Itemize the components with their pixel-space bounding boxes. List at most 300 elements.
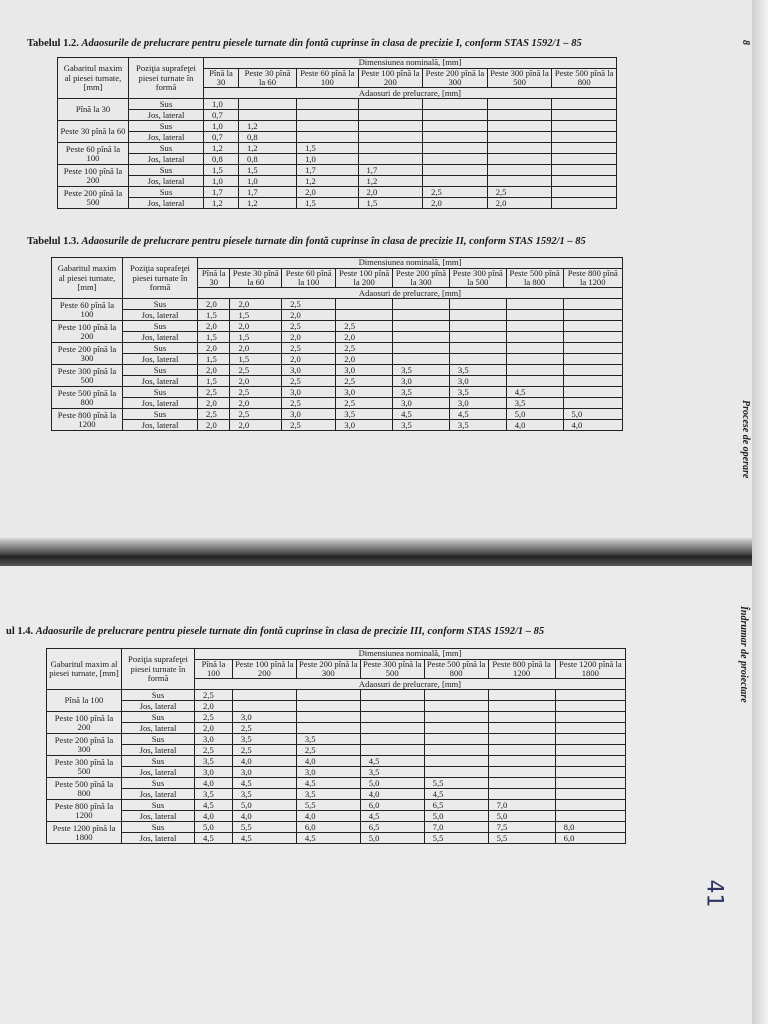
value-cell: 1,7 bbox=[238, 187, 296, 198]
value-cell bbox=[393, 299, 450, 310]
value-cell bbox=[296, 701, 360, 712]
value-cell: 3,5 bbox=[195, 789, 233, 800]
value-cell: 2,5 bbox=[230, 387, 282, 398]
row-position: Jos, lateral bbox=[123, 332, 198, 343]
header-gabarit: Gabaritul maxim al piesei turnate, [mm] bbox=[47, 649, 122, 690]
value-cell: 1,2 bbox=[204, 143, 239, 154]
value-cell: 4,0 bbox=[195, 811, 233, 822]
row-position: Jos, lateral bbox=[129, 132, 204, 143]
value-cell: 3,0 bbox=[195, 767, 233, 778]
value-cell: 1,5 bbox=[297, 198, 358, 209]
value-cell bbox=[424, 723, 488, 734]
column-header: Peste 300 pînă la 500 bbox=[449, 269, 506, 288]
value-cell: 3,0 bbox=[336, 365, 393, 376]
row-gabarit-label: Pînă la 100 bbox=[47, 690, 122, 712]
value-cell: 2,0 bbox=[282, 354, 336, 365]
value-cell: 6,5 bbox=[360, 822, 424, 833]
value-cell: 1,2 bbox=[238, 143, 296, 154]
column-header: Peste 300 pînă la 500 bbox=[360, 660, 424, 679]
value-cell: 5,5 bbox=[424, 778, 488, 789]
table-row bbox=[47, 723, 626, 734]
value-cell bbox=[424, 734, 488, 745]
row-position: Sus bbox=[122, 822, 195, 833]
value-cell: 2,5 bbox=[195, 690, 233, 701]
value-cell bbox=[487, 154, 552, 165]
value-cell: 1,5 bbox=[297, 143, 358, 154]
value-cell bbox=[360, 745, 424, 756]
table-1-2 bbox=[57, 57, 617, 209]
row-position: Jos, lateral bbox=[123, 398, 198, 409]
value-cell bbox=[393, 354, 450, 365]
value-cell bbox=[506, 299, 563, 310]
table-1-4-number: ul 1.4. bbox=[6, 626, 34, 637]
value-cell bbox=[487, 176, 552, 187]
value-cell bbox=[360, 690, 424, 701]
table-row bbox=[52, 332, 623, 343]
column-header: Peste 60 pînă la 100 bbox=[297, 69, 358, 88]
row-position: Jos, lateral bbox=[122, 811, 195, 822]
row-position: Sus bbox=[123, 299, 198, 310]
table-row bbox=[47, 789, 626, 800]
value-cell: 4,0 bbox=[232, 756, 296, 767]
table-row bbox=[47, 690, 626, 701]
value-cell: 3,5 bbox=[232, 734, 296, 745]
row-position: Jos, lateral bbox=[122, 723, 195, 734]
value-cell bbox=[487, 110, 552, 121]
row-gabarit-label: Peste 30 pînă la 60 bbox=[58, 121, 129, 143]
row-gabarit-label: Peste 800 pînă la 1200 bbox=[47, 800, 122, 822]
column-header: Peste 500 pînă la 800 bbox=[506, 269, 563, 288]
row-gabarit-label: Peste 200 pînă la 500 bbox=[58, 187, 129, 209]
value-cell: 6,0 bbox=[555, 833, 625, 844]
value-cell: 2,0 bbox=[195, 723, 233, 734]
row-position: Sus bbox=[129, 187, 204, 198]
column-header: Peste 100 pînă la 200 bbox=[358, 69, 423, 88]
value-cell bbox=[563, 343, 622, 354]
value-cell bbox=[423, 132, 488, 143]
value-cell: 1,5 bbox=[198, 354, 230, 365]
value-cell: 2,5 bbox=[296, 745, 360, 756]
value-cell: 3,0 bbox=[393, 376, 450, 387]
value-cell bbox=[360, 723, 424, 734]
value-cell: 7,0 bbox=[488, 800, 555, 811]
value-cell: 4,0 bbox=[506, 420, 563, 431]
value-cell: 2,5 bbox=[336, 343, 393, 354]
value-cell: 2,5 bbox=[232, 723, 296, 734]
value-cell: 3,0 bbox=[449, 376, 506, 387]
table-row bbox=[58, 121, 617, 132]
value-cell: 3,0 bbox=[336, 387, 393, 398]
value-cell: 4,5 bbox=[393, 409, 450, 420]
table-row bbox=[47, 833, 626, 844]
value-cell: 1,5 bbox=[230, 354, 282, 365]
value-cell: 5,0 bbox=[360, 833, 424, 844]
value-cell bbox=[487, 132, 552, 143]
row-position: Sus bbox=[123, 343, 198, 354]
value-cell bbox=[488, 756, 555, 767]
value-cell: 6,5 bbox=[424, 800, 488, 811]
value-cell bbox=[297, 132, 358, 143]
value-cell: 3,5 bbox=[449, 387, 506, 398]
column-header: Peste 800 pînă la 1200 bbox=[488, 660, 555, 679]
column-header: Peste 30 pînă la 60 bbox=[230, 269, 282, 288]
value-cell bbox=[424, 756, 488, 767]
column-header: Peste 200 pînă la 300 bbox=[423, 69, 488, 88]
handwritten-page-number: 41 bbox=[701, 879, 727, 908]
value-cell: 2,5 bbox=[198, 387, 230, 398]
value-cell bbox=[552, 176, 617, 187]
value-cell: 1,5 bbox=[204, 165, 239, 176]
book-edge bbox=[752, 0, 768, 1024]
value-cell bbox=[449, 321, 506, 332]
value-cell: 1,0 bbox=[297, 154, 358, 165]
row-position: Jos, lateral bbox=[123, 376, 198, 387]
table-1-3-caption: Adaosurile de prelucrare pentru piesele turnate din fontă cuprinse în clasa de precizie II, conform STAS 1592/1 – 85 bbox=[81, 236, 586, 247]
value-cell: 1,5 bbox=[230, 332, 282, 343]
value-cell: 4,0 bbox=[296, 756, 360, 767]
value-cell: 3,5 bbox=[296, 734, 360, 745]
value-cell: 1,2 bbox=[297, 176, 358, 187]
value-cell bbox=[423, 165, 488, 176]
value-cell: 4,5 bbox=[449, 409, 506, 420]
value-cell: 5,0 bbox=[424, 811, 488, 822]
value-cell: 2,5 bbox=[487, 187, 552, 198]
table-row bbox=[47, 756, 626, 767]
value-cell bbox=[563, 365, 622, 376]
header-gabarit: Gabaritul maxim al piesei turnate, [mm] bbox=[58, 58, 129, 99]
value-cell bbox=[555, 723, 625, 734]
value-cell bbox=[555, 690, 625, 701]
value-cell: 2,0 bbox=[230, 398, 282, 409]
value-cell: 2,0 bbox=[198, 321, 230, 332]
value-cell bbox=[552, 143, 617, 154]
column-header: Pînă la 100 bbox=[195, 660, 233, 679]
value-cell: 2,5 bbox=[195, 745, 233, 756]
value-cell bbox=[488, 723, 555, 734]
value-cell: 3,0 bbox=[282, 387, 336, 398]
value-cell: 4,5 bbox=[296, 778, 360, 789]
value-cell bbox=[488, 690, 555, 701]
row-position: Jos, lateral bbox=[122, 701, 195, 712]
value-cell: 2,0 bbox=[230, 343, 282, 354]
value-cell: 2,5 bbox=[336, 398, 393, 409]
value-cell bbox=[423, 176, 488, 187]
row-gabarit-label: Pînă la 30 bbox=[58, 99, 129, 121]
value-cell: 2,0 bbox=[198, 365, 230, 376]
value-cell bbox=[238, 99, 296, 110]
row-position: Sus bbox=[122, 756, 195, 767]
value-cell bbox=[488, 734, 555, 745]
value-cell bbox=[488, 745, 555, 756]
value-cell bbox=[555, 745, 625, 756]
value-cell bbox=[358, 121, 423, 132]
value-cell bbox=[487, 143, 552, 154]
value-cell: 1,5 bbox=[238, 165, 296, 176]
value-cell: 3,5 bbox=[393, 365, 450, 376]
header-adaos: Adaosuri de prelucrare, [mm] bbox=[198, 288, 623, 299]
value-cell bbox=[296, 712, 360, 723]
column-header: Pînă la 30 bbox=[204, 69, 239, 88]
value-cell: 2,0 bbox=[230, 376, 282, 387]
value-cell bbox=[358, 132, 423, 143]
table-1-2-title bbox=[27, 38, 582, 49]
row-gabarit-label: Peste 300 pînă la 500 bbox=[52, 365, 123, 387]
column-header: Peste 30 pînă la 60 bbox=[238, 69, 296, 88]
value-cell bbox=[552, 198, 617, 209]
value-cell: 3,0 bbox=[449, 398, 506, 409]
row-gabarit-label: Peste 300 pînă la 500 bbox=[47, 756, 122, 778]
value-cell bbox=[506, 332, 563, 343]
row-position: Sus bbox=[129, 121, 204, 132]
value-cell bbox=[552, 187, 617, 198]
value-cell bbox=[238, 110, 296, 121]
table-row bbox=[52, 343, 623, 354]
table-1-3-number: Tabelul 1.3. bbox=[27, 236, 79, 247]
value-cell bbox=[423, 99, 488, 110]
row-position: Jos, lateral bbox=[123, 354, 198, 365]
value-cell: 2,0 bbox=[358, 187, 423, 198]
header-row bbox=[58, 58, 617, 69]
value-cell bbox=[360, 734, 424, 745]
row-position: Jos, lateral bbox=[123, 420, 198, 431]
value-cell bbox=[393, 321, 450, 332]
value-cell: 2,0 bbox=[282, 332, 336, 343]
row-position: Sus bbox=[129, 99, 204, 110]
value-cell: 1,7 bbox=[358, 165, 423, 176]
value-cell: 2,5 bbox=[336, 321, 393, 332]
value-cell: 4,0 bbox=[195, 778, 233, 789]
value-cell: 1,5 bbox=[198, 332, 230, 343]
value-cell bbox=[358, 143, 423, 154]
value-cell bbox=[232, 690, 296, 701]
value-cell: 4,5 bbox=[360, 811, 424, 822]
value-cell bbox=[506, 343, 563, 354]
row-position: Sus bbox=[122, 712, 195, 723]
value-cell: 2,0 bbox=[297, 187, 358, 198]
page-bottom bbox=[0, 566, 752, 1024]
value-cell: 2,0 bbox=[230, 321, 282, 332]
row-position: Jos, lateral bbox=[122, 789, 195, 800]
value-cell: 4,0 bbox=[360, 789, 424, 800]
value-cell: 1,2 bbox=[238, 121, 296, 132]
row-gabarit-label: Peste 500 pînă la 800 bbox=[52, 387, 123, 409]
value-cell: 3,5 bbox=[449, 365, 506, 376]
table-row bbox=[52, 387, 623, 398]
value-cell bbox=[506, 376, 563, 387]
row-position: Jos, lateral bbox=[122, 833, 195, 844]
value-cell: 2,0 bbox=[198, 398, 230, 409]
value-cell bbox=[563, 332, 622, 343]
value-cell bbox=[297, 121, 358, 132]
value-cell: 2,5 bbox=[282, 398, 336, 409]
value-cell: 5,5 bbox=[424, 833, 488, 844]
value-cell: 4,5 bbox=[195, 833, 233, 844]
value-cell: 4,5 bbox=[296, 833, 360, 844]
value-cell: 3,5 bbox=[393, 420, 450, 431]
row-gabarit-label: Peste 100 pînă la 200 bbox=[47, 712, 122, 734]
value-cell: 0,8 bbox=[204, 154, 239, 165]
value-cell bbox=[393, 343, 450, 354]
value-cell: 3,5 bbox=[506, 398, 563, 409]
table-row bbox=[47, 712, 626, 723]
table-row bbox=[52, 420, 623, 431]
row-position: Sus bbox=[122, 690, 195, 701]
value-cell bbox=[563, 321, 622, 332]
value-cell bbox=[360, 701, 424, 712]
value-cell: 4,5 bbox=[360, 756, 424, 767]
table-row bbox=[58, 154, 617, 165]
value-cell: 5,0 bbox=[232, 800, 296, 811]
row-position: Sus bbox=[129, 143, 204, 154]
value-cell: 1,2 bbox=[204, 198, 239, 209]
value-cell: 0,7 bbox=[204, 132, 239, 143]
value-cell: 1,5 bbox=[358, 198, 423, 209]
value-cell: 2,5 bbox=[198, 409, 230, 420]
value-cell: 2,5 bbox=[230, 409, 282, 420]
value-cell bbox=[487, 121, 552, 132]
value-cell: 2,0 bbox=[423, 198, 488, 209]
value-cell bbox=[449, 354, 506, 365]
value-cell: 1,0 bbox=[238, 176, 296, 187]
value-cell: 2,0 bbox=[282, 310, 336, 321]
value-cell bbox=[563, 387, 622, 398]
value-cell bbox=[449, 332, 506, 343]
table-1-3 bbox=[51, 257, 623, 431]
value-cell: 3,0 bbox=[282, 365, 336, 376]
value-cell bbox=[424, 712, 488, 723]
table-1-2-number: Tabelul 1.2. bbox=[27, 38, 79, 49]
value-cell: 2,5 bbox=[195, 712, 233, 723]
value-cell bbox=[358, 154, 423, 165]
table-1-3-title bbox=[27, 236, 586, 247]
value-cell bbox=[552, 154, 617, 165]
value-cell: 2,0 bbox=[230, 420, 282, 431]
column-header: Peste 100 pînă la 200 bbox=[336, 269, 393, 288]
page-number: 8 bbox=[740, 40, 751, 45]
row-gabarit-label: Peste 200 pînă la 300 bbox=[47, 734, 122, 756]
header-row bbox=[52, 258, 623, 269]
column-header: Peste 500 pînă la 800 bbox=[424, 660, 488, 679]
column-header: Peste 300 pînă la 500 bbox=[487, 69, 552, 88]
row-position: Sus bbox=[123, 387, 198, 398]
row-position: Sus bbox=[129, 165, 204, 176]
row-position: Jos, lateral bbox=[129, 110, 204, 121]
value-cell: 4,0 bbox=[232, 811, 296, 822]
row-position: Jos, lateral bbox=[129, 154, 204, 165]
value-cell: 3,5 bbox=[296, 789, 360, 800]
value-cell bbox=[423, 110, 488, 121]
value-cell bbox=[296, 723, 360, 734]
value-cell: 2,5 bbox=[423, 187, 488, 198]
value-cell bbox=[393, 310, 450, 321]
value-cell: 8,0 bbox=[555, 822, 625, 833]
header-adaos: Adaosuri de prelucrare, [mm] bbox=[195, 679, 626, 690]
table-row bbox=[52, 398, 623, 409]
value-cell bbox=[555, 701, 625, 712]
value-cell: 1,0 bbox=[204, 121, 239, 132]
value-cell bbox=[393, 332, 450, 343]
value-cell: 2,0 bbox=[336, 332, 393, 343]
value-cell: 7,0 bbox=[424, 822, 488, 833]
value-cell bbox=[449, 299, 506, 310]
value-cell: 3,5 bbox=[336, 409, 393, 420]
value-cell: 3,0 bbox=[282, 409, 336, 420]
value-cell: 6,0 bbox=[360, 800, 424, 811]
value-cell bbox=[488, 789, 555, 800]
row-position: Jos, lateral bbox=[123, 310, 198, 321]
value-cell: 3,0 bbox=[232, 767, 296, 778]
value-cell: 1,7 bbox=[297, 165, 358, 176]
value-cell: 5,5 bbox=[232, 822, 296, 833]
value-cell bbox=[424, 745, 488, 756]
value-cell bbox=[358, 99, 423, 110]
value-cell: 1,0 bbox=[204, 176, 239, 187]
row-position: Jos, lateral bbox=[122, 767, 195, 778]
value-cell: 6,0 bbox=[296, 822, 360, 833]
value-cell: 2,0 bbox=[487, 198, 552, 209]
value-cell: 3,0 bbox=[393, 398, 450, 409]
column-header: Peste 1200 pînă la 1800 bbox=[555, 660, 625, 679]
value-cell: 5,5 bbox=[488, 833, 555, 844]
value-cell bbox=[360, 712, 424, 723]
header-dimensiune: Dimensiunea nominală, [mm] bbox=[204, 58, 617, 69]
running-header-bottom: Îndrumar de proiectare bbox=[738, 606, 749, 703]
table-row bbox=[52, 321, 623, 332]
value-cell bbox=[423, 154, 488, 165]
value-cell: 2,0 bbox=[198, 420, 230, 431]
row-gabarit-label: Peste 200 pînă la 300 bbox=[52, 343, 123, 365]
value-cell bbox=[552, 132, 617, 143]
header-gabarit: Gabaritul maxim al piesei turnate, [mm] bbox=[52, 258, 123, 299]
value-cell: 3,0 bbox=[232, 712, 296, 723]
value-cell bbox=[506, 321, 563, 332]
row-position: Sus bbox=[123, 321, 198, 332]
value-cell: 3,5 bbox=[360, 767, 424, 778]
row-gabarit-label: Peste 1200 pînă la 1800 bbox=[47, 822, 122, 844]
value-cell: 4,0 bbox=[296, 811, 360, 822]
value-cell: 4,5 bbox=[506, 387, 563, 398]
header-dimensiune: Dimensiunea nominală, [mm] bbox=[198, 258, 623, 269]
value-cell: 5,0 bbox=[360, 778, 424, 789]
value-cell bbox=[506, 310, 563, 321]
value-cell bbox=[555, 734, 625, 745]
table-row bbox=[52, 310, 623, 321]
row-position: Sus bbox=[122, 800, 195, 811]
value-cell bbox=[552, 99, 617, 110]
value-cell: 1,5 bbox=[230, 310, 282, 321]
value-cell: 5,0 bbox=[506, 409, 563, 420]
value-cell bbox=[449, 310, 506, 321]
table-row bbox=[47, 800, 626, 811]
value-cell: 2,5 bbox=[282, 343, 336, 354]
value-cell: 4,0 bbox=[563, 420, 622, 431]
row-position: Sus bbox=[122, 778, 195, 789]
table-row bbox=[58, 132, 617, 143]
value-cell: 2,5 bbox=[282, 376, 336, 387]
running-header-top: Procese de operare bbox=[740, 400, 751, 479]
row-position: Jos, lateral bbox=[122, 745, 195, 756]
value-cell: 7,5 bbox=[488, 822, 555, 833]
value-cell: 3,5 bbox=[232, 789, 296, 800]
value-cell: 0,8 bbox=[238, 132, 296, 143]
table-row bbox=[47, 811, 626, 822]
value-cell: 3,0 bbox=[195, 734, 233, 745]
table-1-4-title bbox=[6, 626, 544, 637]
value-cell bbox=[449, 343, 506, 354]
value-cell bbox=[488, 701, 555, 712]
value-cell: 5,0 bbox=[195, 822, 233, 833]
value-cell bbox=[552, 121, 617, 132]
